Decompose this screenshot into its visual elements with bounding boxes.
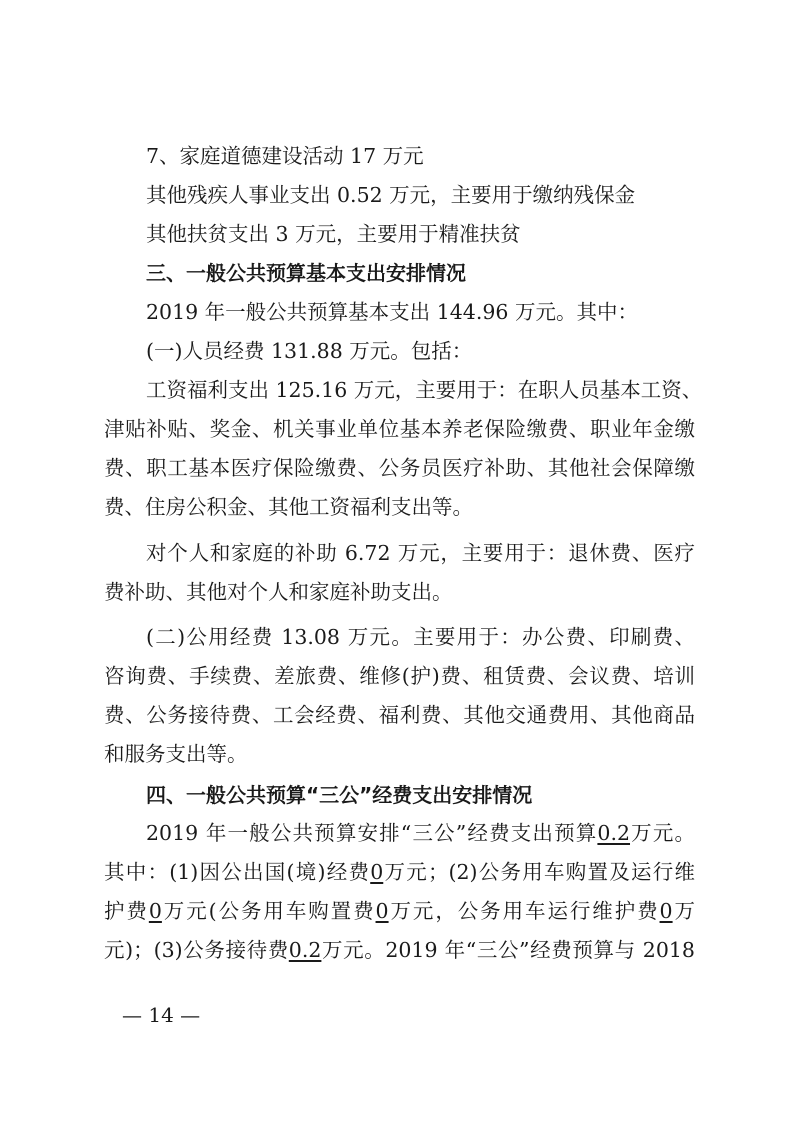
text-run: 元)；(3)公务接待费 (104, 938, 289, 962)
paragraph-line: 对个人和家庭的补助 6.72 万元，主要用于：退休费、医疗 (146, 541, 695, 565)
paragraph-line: 费、住房公积金、其他工资福利支出等。 (104, 495, 473, 519)
paragraph-line (146, 818, 695, 848)
text-run: 万元。2019 年“三公”经费预算与 2018 (321, 938, 695, 962)
paragraph-line: 咨询费、手续费、差旅费、维修(护)费、租赁费、会议费、培训 (104, 664, 695, 688)
paragraph-line: 津贴补贴、奖金、机关事业单位基本养老保险缴费、职业年金缴 (104, 417, 695, 441)
paragraph-line: 7、家庭道德建设活动 17 万元 (146, 144, 424, 168)
paragraph-line: 其他扶贫支出 3 万元，主要用于精准扶贫 (146, 222, 521, 246)
underlined-amount: 0.2 (288, 938, 322, 962)
text-run: 万 (672, 899, 696, 923)
paragraph-line (104, 935, 695, 965)
section-heading: 四、一般公共预算“三公”经费支出安排情况 (146, 783, 533, 807)
paragraph-line: 费、公务接待费、工会经费、福利费、其他交通费用、其他商品 (104, 703, 695, 727)
text-run: 万元；(2)公务用车购置及运行维 (383, 860, 695, 884)
underlined-amount: 0 (370, 860, 384, 884)
underlined-amount: 0 (148, 899, 162, 923)
paragraph-line: 其他残疾人事业支出 0.52 万元，主要用于缴纳残保金 (146, 183, 636, 207)
paragraph-line: 费、职工基本医疗保险缴费、公务员医疗补助、其他社会保障缴 (104, 456, 695, 480)
paragraph-line: 和服务支出等。 (104, 742, 248, 766)
underlined-amount: 0.2 (597, 821, 631, 845)
underlined-amount: 0 (375, 899, 389, 923)
paragraph-line: (二)公用经费 13.08 万元。主要用于：办公费、印刷费、 (146, 625, 695, 649)
page-number: — 14 — (122, 1003, 201, 1027)
section-heading: 三、一般公共预算基本支出安排情况 (146, 261, 466, 285)
paragraph-line: (一)人员经费 131.88 万元。包括： (146, 339, 473, 363)
paragraph-line: 工资福利支出 125.16 万元，主要用于：在职人员基本工资、 (146, 378, 703, 402)
paragraph-line: 费补助、其他对个人和家庭补助支出。 (104, 580, 453, 604)
text-run: 其中：(1)因公出国(境)经费 (104, 860, 371, 884)
text-run: 2019 年一般公共预算安排“三公”经费支出预算 (146, 821, 598, 845)
text-run: 万元。 (630, 821, 696, 845)
underlined-amount: 0 (659, 899, 673, 923)
text-run: 万元(公务用车购置费 (161, 899, 376, 923)
text-run: 护费 (104, 899, 149, 923)
paragraph-line: 2019 年一般公共预算基本支出 144.96 万元。其中： (146, 300, 638, 324)
paragraph-line (104, 857, 695, 887)
text-run: 万元，公务用车运行维护费 (388, 899, 660, 923)
paragraph-line (104, 896, 695, 926)
